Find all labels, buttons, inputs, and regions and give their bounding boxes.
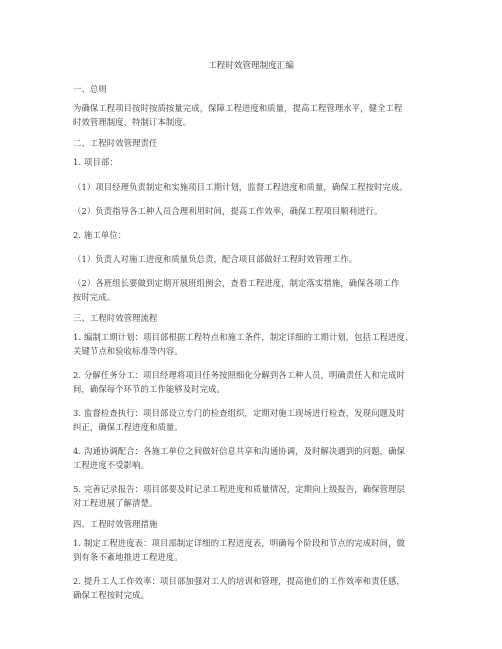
list-item: 纠正，确保工程进度和质量。 xyxy=(73,422,183,432)
list-item: （2）各班组长要做到定期开展班组例会，查看工程进度，制定落实措施，确保各项工作 xyxy=(73,278,400,288)
list-item: 到有条不紊地推进工程进度。 xyxy=(73,552,183,562)
list-item: 1. 项目部： xyxy=(73,157,118,167)
section-heading-measures: 四、工程时效管理措施 xyxy=(73,519,158,529)
list-item: （1）负责人对施工进度和质量负总责，配合项目部做好工程时效管理工作。 xyxy=(73,254,358,264)
list-item: 2. 分解任务分工：项目经理将项目任务按照细化分解到各工种人员，明确责任人和完成时 xyxy=(73,370,405,380)
list-item: （1）项目经理负责制定和实施项目工期计划，监督工程进度和质量，确保工程按时完成。 xyxy=(73,182,408,192)
paragraph-line: 为确保工程项目按时按质按量完成，保障工程进度和质量，提高工程管理水平，健全工程 xyxy=(73,103,403,113)
list-item: 1. 编制工期计划：项目部根据工程特点和施工条件，制定详细的工期计划，包括工程进度、 xyxy=(73,332,414,342)
section-heading-process: 三、工程时效管理流程 xyxy=(73,313,158,323)
document-title: 工程时效管理制度汇编 xyxy=(208,61,294,71)
list-item: 间，确保每个环节的工作能够及时完成。 xyxy=(73,384,226,394)
list-item: （2）负责指导各工种人员合理利用时间，提高工作效率，确保工程项目顺利进行。 xyxy=(73,206,383,216)
paragraph-line: 时效管理制度，特制订本制度。 xyxy=(73,117,192,127)
list-item: 3. 监督检查执行：项目部设立专门的检查组织，定期对施工现场进行检查，发现问题及时 xyxy=(73,408,405,418)
list-item: 1. 制定工程进度表：项目部制定详细的工程进度表，明确每个阶段和节点的完成时间，做 xyxy=(73,538,405,548)
list-item: 确保工程按时完成。 xyxy=(73,590,150,600)
list-item: 关键节点和验收标准等内容。 xyxy=(73,346,183,356)
list-item: 2. 施工单位： xyxy=(73,230,127,240)
list-item: 工程进度不受影响。 xyxy=(73,460,150,470)
section-heading-general: 一、总则 xyxy=(73,84,107,94)
list-item: 按时完成。 xyxy=(73,292,116,302)
list-item: 4. 沟通协调配合：各施工单位之间做好信息共享和沟通协调，及时解决遇到的问题，确保 xyxy=(73,446,405,456)
section-heading-responsibility: 二、工程时效管理责任 xyxy=(73,138,158,148)
list-item: 5. 完善记录报告：项目部要及时记录工程进度和质量情况，定期向上级报告，确保管理层 xyxy=(73,484,405,494)
list-item: 2. 提升工人工作效率：项目部加强对工人的培训和管理，提高他们的工作效率和责任感， xyxy=(73,576,405,586)
list-item: 对工程进展了解清楚。 xyxy=(73,498,158,508)
